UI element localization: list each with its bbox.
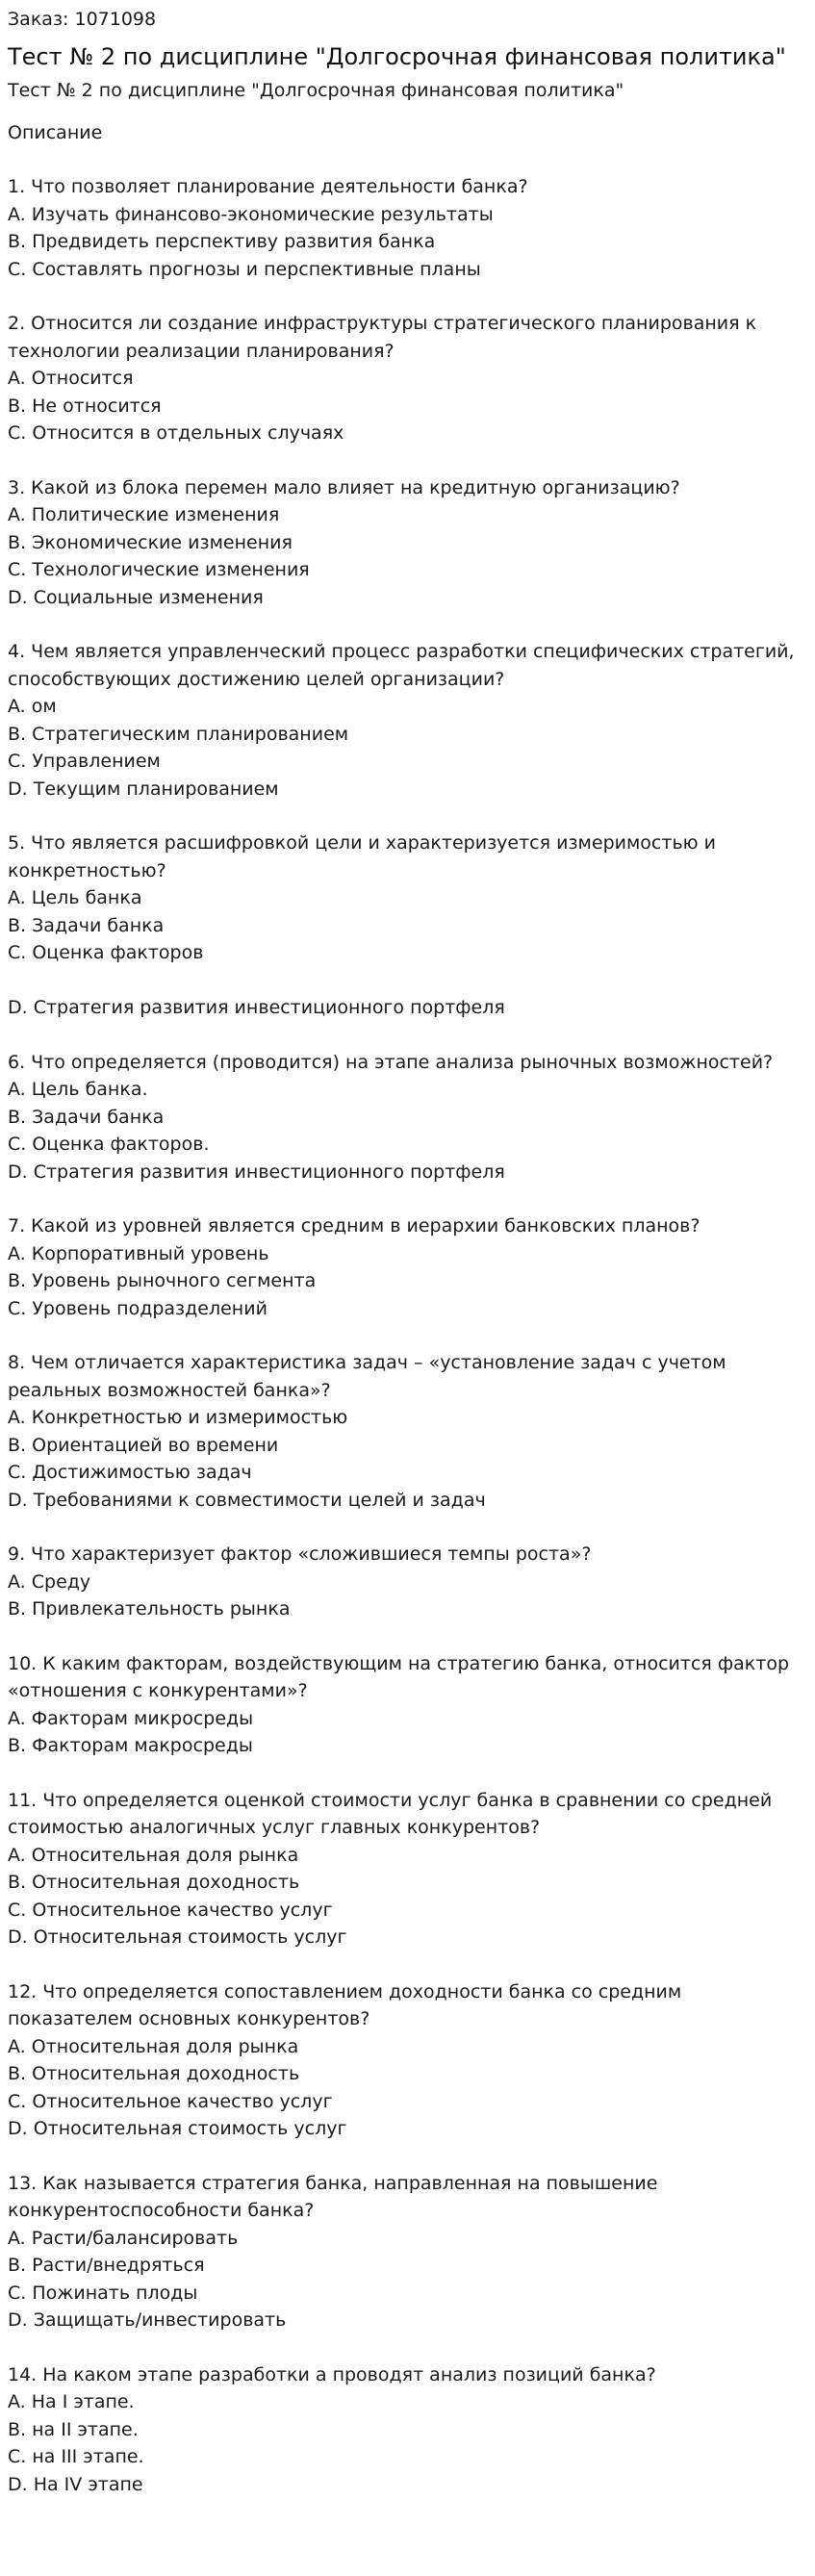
question-text: 8. Чем отличается характеристика задач – «установление задач с учетом реальных возможностей банка»?: [8, 1352, 726, 1401]
answer-option: C. Относится в отдельных случаях: [8, 422, 344, 444]
answer-option: A. Расти/балансировать: [8, 2227, 239, 2249]
order-number: Заказ: 1071098: [8, 9, 157, 30]
question-text: 9. Что характеризует фактор «сложившиеся темпы роста»?: [8, 1543, 592, 1565]
question-text: 13. Как называется стратегия банка, направленная на повышение конкурентоспособности банка?: [8, 2172, 658, 2221]
answer-option: B. Предвидеть перспективу развития банка: [8, 231, 436, 252]
answer-option: C. Пожинать плоды: [8, 2282, 198, 2304]
answer-option: C. Относительное качество услуг: [8, 2090, 333, 2112]
answer-option: D. Текущим планированием: [8, 778, 279, 800]
answer-option: C. на III этапе.: [8, 2446, 144, 2467]
answer-option: A. Факторам микросреды: [8, 1707, 254, 1729]
answer-option: C. Уровень подразделений: [8, 1297, 267, 1319]
question-8: [8, 1349, 803, 1514]
answer-option: B. Факторам макросреды: [8, 1735, 253, 1756]
answer-option: B. Уровень рыночного сегмента: [8, 1270, 317, 1291]
answer-option: D. Относительная стоимость услуг: [8, 1926, 347, 1948]
question-text: 5. Что является расшифровкой цели и характеризуется измеримостью и конкретностью?: [8, 832, 717, 881]
question-12: [8, 1978, 803, 2143]
answer-option: C. Относительное качество услуг: [8, 1899, 333, 1921]
answer-option: B. Задачи банка: [8, 1106, 165, 1128]
answer-option: B. Расти/внедряться: [8, 2255, 205, 2276]
question-text: 4. Чем является управленческий процесс разработки специфических стратегий, способствующих достижению целей организации?: [8, 641, 795, 690]
question-text: 1. Что позволяет планирование деятельности банка?: [8, 176, 528, 197]
answer-option: A. Относительная доля рынка: [8, 1844, 299, 1866]
answer-option: B. Экономические изменения: [8, 531, 293, 553]
question-3: [8, 474, 803, 612]
answer-option: B. Относительная доходность: [8, 2063, 300, 2084]
answer-option: A. Изучать финансово-экономические результаты: [8, 203, 494, 225]
answer-option: D. Стратегия развития инвестиционного портфеля: [8, 1160, 505, 1183]
answer-option: B. на II этапе.: [8, 2418, 139, 2440]
answer-option: A. Относительная доля рынка: [8, 2035, 299, 2057]
question-text: 7. Какой из уровней является средним в иерархии банковских планов?: [8, 1215, 700, 1237]
answer-option: B. Стратегическим планированием: [8, 723, 349, 745]
page-title: Тест № 2 по дисциплине "Долгосрочная финансовая политика": [8, 43, 786, 70]
answer-option: D. Стратегия развития инвестиционного портфеля: [8, 997, 505, 1018]
answer-option: C. Управлением: [8, 751, 161, 772]
answer-option: D. Социальные изменения: [8, 586, 264, 608]
answer-option: B. Относительная доходность: [8, 1872, 300, 1893]
question-9: [8, 1541, 803, 1623]
question-7: [8, 1212, 803, 1322]
question-text: 6. Что определяется (проводится) на этапе анализа рыночных возможностей?: [8, 1051, 774, 1073]
question-10: [8, 1650, 803, 1760]
answer-option: A. На I этапе.: [8, 2391, 135, 2412]
answer-option: C. Оценка факторов.: [8, 1134, 210, 1155]
question-text: 14. На каком этапе разработки а проводят анализ позиций банка?: [8, 2363, 656, 2385]
answer-option: D. Относительная стоимость услуг: [8, 2118, 347, 2139]
question-1: [8, 173, 803, 283]
answer-option: D. Защищать/инвестировать: [8, 2309, 287, 2331]
question-14: [8, 2361, 803, 2499]
answer-option: B. Привлекательность рынка: [8, 1598, 291, 1620]
answer-option: B. Не относится: [8, 395, 162, 417]
answer-option: A. Конкретностью и измеримостью: [8, 1407, 348, 1428]
page-subtitle: Тест № 2 по дисциплине "Долгосрочная финансовая политика": [8, 80, 624, 101]
answer-option: C. Достижимостью задач: [8, 1462, 252, 1483]
answer-option: A. Политические изменения: [8, 504, 280, 525]
question-list: [8, 173, 803, 2498]
answer-option: A. Среду: [8, 1570, 91, 1593]
answer-option: C. Оценка факторов: [8, 942, 204, 963]
question-2: [8, 310, 803, 447]
question-text: 12. Что определяется сопоставлением доходности банка со средним показателем основных конкурентов?: [8, 1980, 682, 2029]
answer-option: A. ом: [8, 696, 57, 717]
answer-option: C. Составлять прогнозы и перспективные планы: [8, 258, 481, 280]
question-text: 3. Какой из блока перемен мало влияет на кредитную организацию?: [8, 476, 680, 498]
answer-option: D. На IV этапе: [8, 2473, 143, 2495]
question-text: 10. К каким факторам, воздействующим на стратегию банка, относится фактор «отношения с конкурентами»?: [8, 1652, 789, 1701]
answer-option: D. Требованиями к совместимости целей и задач: [8, 1489, 486, 1511]
answer-option: A. Корпоративный уровень: [8, 1242, 269, 1264]
answer-option: A. Цель банка: [8, 887, 142, 908]
answer-option: B. Задачи банка: [8, 914, 165, 936]
question-6: [8, 1049, 803, 1186]
question-text: 11. Что определяется оценкой стоимости услуг банка в сравнении со средней стоимостью аналогичных услуг главных конкурентов?: [8, 1789, 773, 1838]
answer-option: B. Ориентацией во времени: [8, 1434, 279, 1456]
description-label: Описание: [8, 122, 103, 143]
question-4: [8, 638, 803, 803]
question-5: [8, 829, 803, 1022]
question-11: [8, 1787, 803, 1951]
answer-option: A. Относится: [8, 368, 134, 389]
answer-option: C. Технологические изменения: [8, 559, 310, 580]
question-13: [8, 2170, 803, 2334]
answer-option: A. Цель банка.: [8, 1079, 148, 1100]
question-text: 2. Относится ли создание инфраструктуры стратегического планирования к технологии реализации планирования?: [8, 313, 757, 362]
